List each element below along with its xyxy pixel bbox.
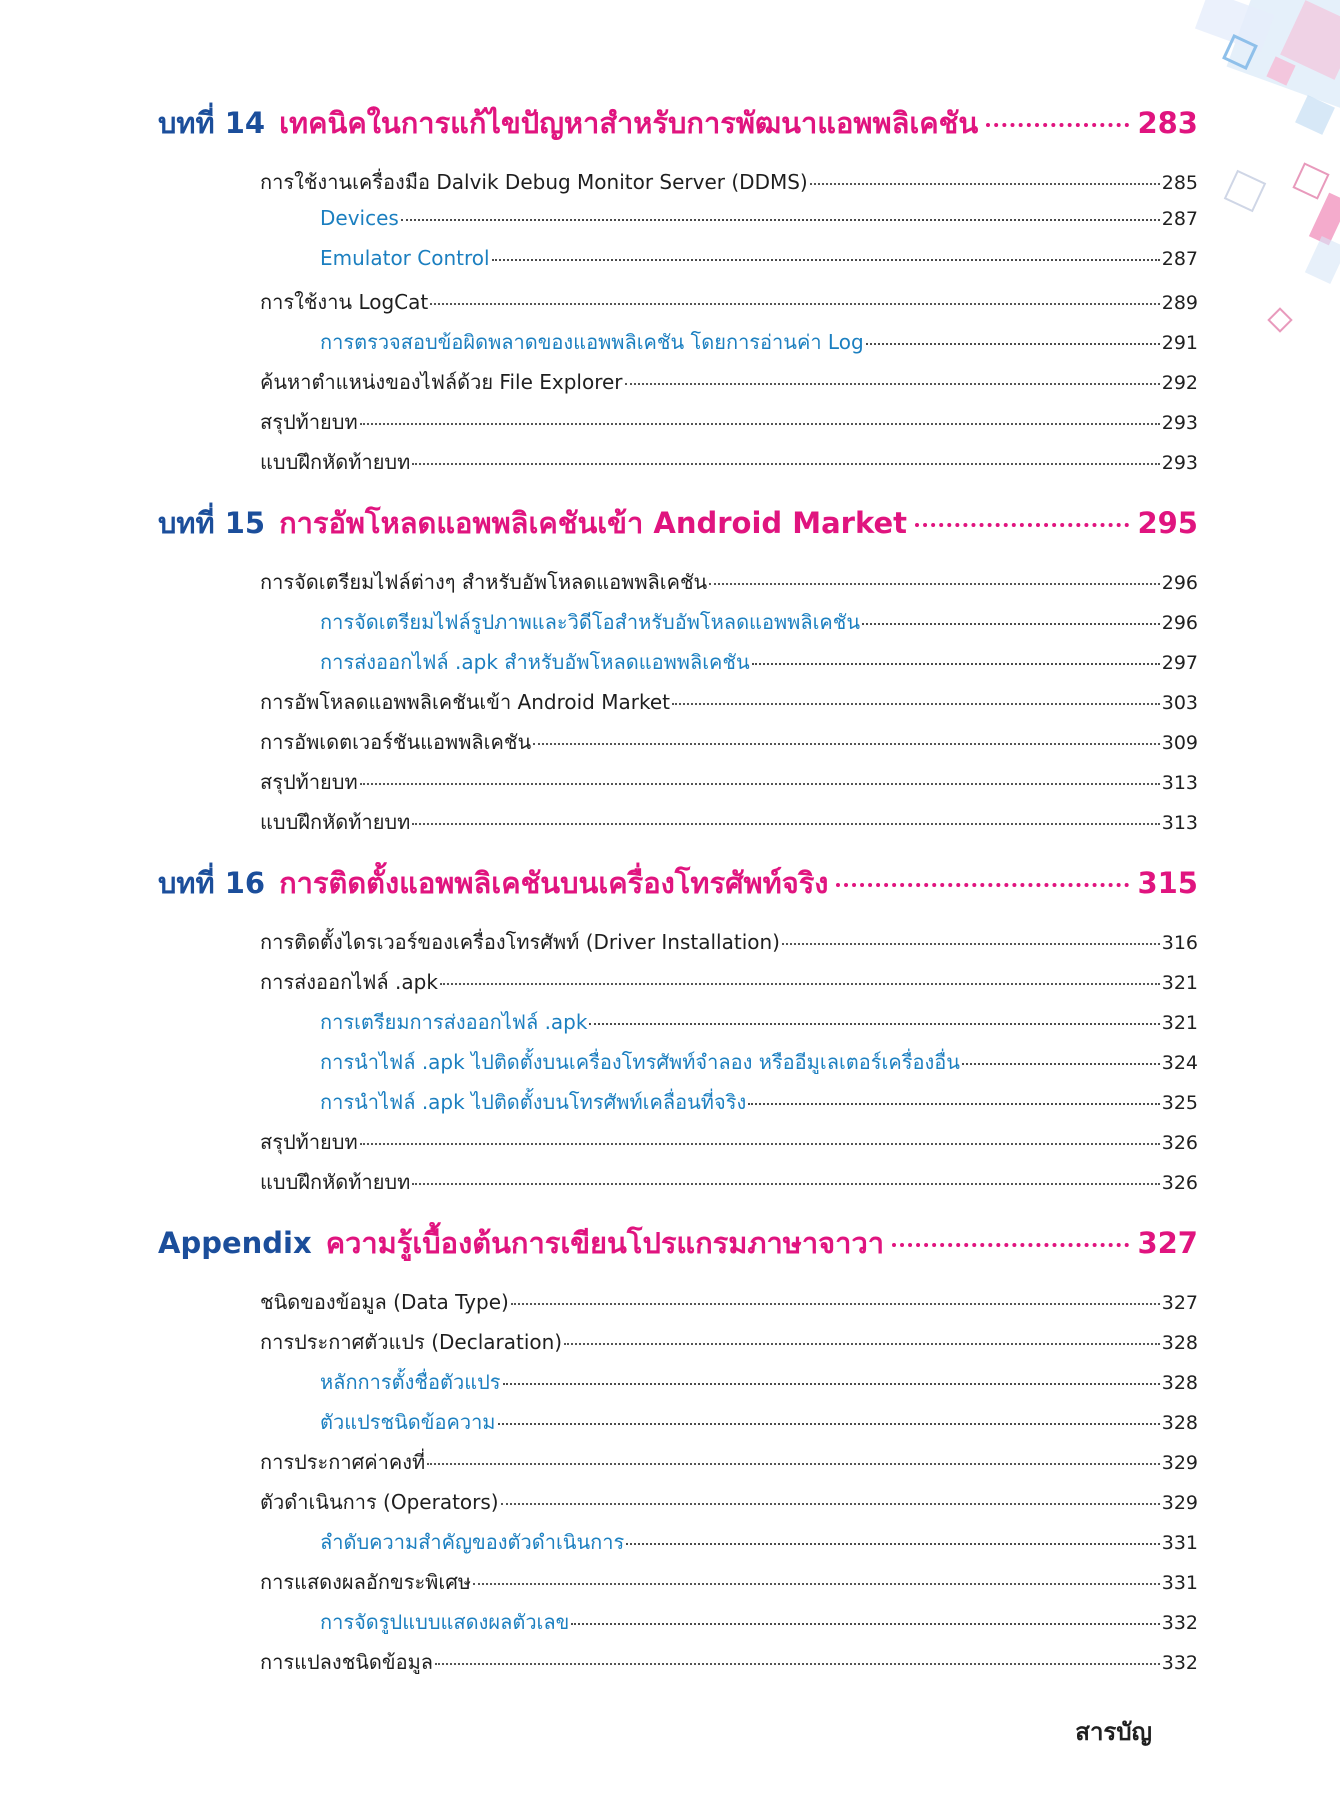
- dot-leader: [782, 943, 1160, 945]
- dot-leader: [427, 1463, 1160, 1465]
- toc-entry[interactable]: [260, 686, 1198, 726]
- chapter-page-number: 283: [1137, 106, 1198, 140]
- entry-page-number: 293: [1161, 452, 1198, 474]
- entry-page-number: 321: [1161, 1012, 1198, 1034]
- entry-title: สรุปท้ายบท: [260, 1130, 358, 1154]
- dot-leader: [962, 1063, 1160, 1065]
- table-of-contents: [158, 100, 1198, 1686]
- entry-page-number: 293: [1161, 412, 1198, 434]
- entry-page-number: 328: [1161, 1412, 1198, 1434]
- dot-leader: [401, 219, 1160, 221]
- entry-page-number: 303: [1161, 692, 1198, 714]
- dot-leader: [503, 1383, 1160, 1385]
- page-footer-label: สารบัญ: [1075, 1718, 1152, 1746]
- entry-page-number: 327: [1161, 1292, 1198, 1314]
- chapter-title: การติดตั้งแอพพลิเคชันบนเครื่องโทรศัพท์จริง: [279, 866, 829, 900]
- dot-leader: [412, 1183, 1159, 1185]
- toc-entry[interactable]: [260, 926, 1198, 966]
- toc-subentry[interactable]: [320, 1006, 1198, 1046]
- entry-page-number: 325: [1161, 1092, 1198, 1114]
- entry-title: การเตรียมการส่งออกไฟล์ .apk: [320, 1010, 588, 1034]
- entry-title: สรุปท้ายบท: [260, 410, 358, 434]
- entry-page-number: 326: [1161, 1132, 1198, 1154]
- toc-entry[interactable]: [260, 1566, 1198, 1606]
- dot-leader: [626, 1543, 1160, 1545]
- entry-page-number: 287: [1161, 208, 1198, 230]
- entry-title: การประกาศค่าคงที่: [260, 1450, 426, 1474]
- toc-subentry[interactable]: [320, 1366, 1198, 1406]
- dot-leader: [492, 259, 1160, 261]
- entry-page-number: 292: [1161, 372, 1198, 394]
- chapter-page-number: 315: [1137, 866, 1198, 900]
- toc-entry[interactable]: [260, 1286, 1198, 1326]
- dot-leader: [836, 883, 1129, 887]
- dot-leader: [435, 1663, 1160, 1665]
- dot-leader: [915, 523, 1129, 527]
- entry-title: การแปลงชนิดข้อมูล: [260, 1650, 434, 1674]
- entry-page-number: 287: [1161, 248, 1198, 270]
- toc-subentry[interactable]: [320, 1606, 1198, 1646]
- entry-title: แบบฝึกหัดท้ายบท: [260, 810, 411, 834]
- entry-title: การส่งออกไฟล์ .apk: [260, 970, 438, 994]
- toc-entry[interactable]: [260, 1326, 1198, 1366]
- toc-subentry[interactable]: [320, 1526, 1198, 1566]
- dot-leader: [892, 1243, 1129, 1247]
- dot-leader: [473, 1583, 1160, 1585]
- entry-page-number: 285: [1161, 172, 1198, 194]
- dot-leader: [571, 1623, 1159, 1625]
- dot-leader: [709, 583, 1160, 585]
- chapter-title: การอัพโหลดแอพพลิเคชันเข้า Android Market: [279, 506, 908, 540]
- entry-title: การแสดงผลอักขระพิเศษ: [260, 1570, 472, 1594]
- entry-page-number: 313: [1161, 812, 1198, 834]
- entry-page-number: 296: [1161, 572, 1198, 594]
- dot-leader: [672, 703, 1160, 705]
- chapter-title: ความรู้เบื้องต้นการเขียนโปรแกรมภาษาจาวา: [325, 1226, 885, 1260]
- toc-entry[interactable]: [260, 1646, 1198, 1686]
- dot-leader: [564, 1343, 1160, 1345]
- entry-title: การติดตั้งไดรเวอร์ของเครื่องโทรศัพท์ (Driver Installation): [260, 930, 780, 954]
- entry-title: การใช้งานเครื่องมือ Dalvik Debug Monitor Server (DDMS): [260, 170, 808, 194]
- entry-title: แบบฝึกหัดท้ายบท: [260, 1170, 411, 1194]
- toc-entry[interactable]: [260, 1126, 1198, 1166]
- entry-page-number: 331: [1161, 1532, 1198, 1554]
- entry-page-number: 289: [1161, 292, 1198, 314]
- entry-page-number: 328: [1161, 1372, 1198, 1394]
- entry-page-number: 332: [1161, 1612, 1198, 1634]
- chapter-page-number: 295: [1137, 506, 1198, 540]
- dot-leader: [862, 623, 1160, 625]
- toc-entry[interactable]: [260, 726, 1198, 766]
- toc-entry[interactable]: [260, 566, 1198, 606]
- entry-title: ตัวแปรชนิดข้อความ: [320, 1410, 496, 1434]
- entry-title: การจัดเตรียมไฟล์รูปภาพและวิดีโอสำหรับอัพโหลดแอพพลิเคชัน: [320, 610, 861, 634]
- dot-leader: [412, 463, 1159, 465]
- toc-entry[interactable]: [260, 1446, 1198, 1486]
- chapter-heading[interactable]: [158, 1220, 1198, 1278]
- entry-title: แบบฝึกหัดท้ายบท: [260, 450, 411, 474]
- toc-subentry[interactable]: [320, 206, 1198, 246]
- toc-entry[interactable]: [260, 1486, 1198, 1526]
- entry-title: การนำไฟล์ .apk ไปติดตั้งบนโทรศัพท์เคลื่อนที่จริง: [320, 1090, 747, 1114]
- toc-entry[interactable]: [260, 1166, 1198, 1206]
- dot-leader: [360, 1143, 1160, 1145]
- dot-leader: [589, 1023, 1159, 1025]
- entry-page-number: 291: [1161, 332, 1198, 354]
- toc-subentry[interactable]: [320, 1046, 1198, 1086]
- entry-title: การจัดเตรียมไฟล์ต่างๆ สำหรับอัพโหลดแอพพลิเคชัน: [260, 570, 708, 594]
- chapter-heading[interactable]: [158, 100, 1198, 158]
- entry-title: การใช้งาน LogCat: [260, 290, 429, 314]
- entry-title: การตรวจสอบข้อผิดพลาดของแอพพลิเคชัน โดยการอ่านค่า Log: [320, 330, 864, 354]
- entry-title: การอัพเดตเวอร์ชันแอพพลิเคชัน: [260, 730, 532, 754]
- entry-page-number: 313: [1161, 772, 1198, 794]
- entry-title: การอัพโหลดแอพพลิเคชันเข้า Android Market: [260, 690, 670, 714]
- chapter-heading[interactable]: [158, 500, 1198, 558]
- toc-entry[interactable]: [260, 446, 1198, 486]
- chapter-label: บทที่ 15: [158, 506, 266, 540]
- toc-entry[interactable]: [260, 406, 1198, 446]
- toc-entry[interactable]: [260, 806, 1198, 846]
- dot-leader: [360, 423, 1160, 425]
- dot-leader: [360, 783, 1160, 785]
- entry-title: การนำไฟล์ .apk ไปติดตั้งบนเครื่องโทรศัพท์จำลอง หรืออีมูเลเตอร์เครื่องอื่น: [320, 1050, 960, 1074]
- dot-leader: [412, 823, 1159, 825]
- entry-page-number: 297: [1161, 652, 1198, 674]
- entry-page-number: 321: [1161, 972, 1198, 994]
- chapter-title: เทคนิคในการแก้ไขปัญหาสำหรับการพัฒนาแอพพลิเคชัน: [279, 106, 979, 140]
- entry-page-number: 296: [1161, 612, 1198, 634]
- entry-page-number: 326: [1161, 1172, 1198, 1194]
- entry-title: ตัวดำเนินการ (Operators): [260, 1490, 499, 1514]
- chapter-page-number: 327: [1137, 1226, 1198, 1260]
- dot-leader: [511, 1303, 1160, 1305]
- toc-entry[interactable]: [260, 966, 1198, 1006]
- entry-title: การประกาศตัวแปร (Declaration): [260, 1330, 563, 1354]
- entry-page-number: 309: [1161, 732, 1198, 754]
- dot-leader: [625, 383, 1160, 385]
- entry-title: Emulator Control: [320, 246, 490, 270]
- dot-leader: [430, 303, 1160, 305]
- entry-title: สรุปท้ายบท: [260, 770, 358, 794]
- toc-subentry[interactable]: [320, 1086, 1198, 1126]
- dot-leader: [810, 183, 1160, 185]
- entry-title: การจัดรูปแบบแสดงผลตัวเลข: [320, 1610, 570, 1634]
- entry-page-number: 328: [1161, 1332, 1198, 1354]
- entry-title: หลักการตั้งชื่อตัวแปร: [320, 1370, 501, 1394]
- chapter-heading[interactable]: [158, 860, 1198, 918]
- entry-title: ลำดับความสำคัญของตัวดำเนินการ: [320, 1530, 625, 1554]
- toc-entry[interactable]: [260, 166, 1198, 206]
- toc-subentry[interactable]: [320, 606, 1198, 646]
- entry-page-number: 332: [1161, 1652, 1198, 1674]
- toc-entry[interactable]: [260, 366, 1198, 406]
- toc-subentry[interactable]: [320, 646, 1198, 686]
- entry-page-number: 331: [1161, 1572, 1198, 1594]
- entry-page-number: 324: [1161, 1052, 1198, 1074]
- toc-subentry[interactable]: [320, 246, 1198, 286]
- dot-leader: [501, 1503, 1160, 1505]
- entry-page-number: 329: [1161, 1452, 1198, 1474]
- chapter-label: บทที่ 14: [158, 106, 266, 140]
- entry-title: การส่งออกไฟล์ .apk สำหรับอัพโหลดแอพพลิเคชัน: [320, 650, 750, 674]
- dot-leader: [498, 1423, 1160, 1425]
- chapter-label: Appendix: [158, 1226, 312, 1260]
- toc-entry[interactable]: [260, 766, 1198, 806]
- entry-title: Devices: [320, 206, 399, 230]
- entry-page-number: 316: [1161, 932, 1198, 954]
- dot-leader: [440, 983, 1160, 985]
- dot-leader: [986, 123, 1129, 127]
- dot-leader: [533, 743, 1160, 745]
- dot-leader: [748, 1103, 1160, 1105]
- dot-leader: [752, 663, 1160, 665]
- toc-entry[interactable]: [260, 286, 1198, 326]
- dot-leader: [866, 343, 1160, 345]
- toc-subentry[interactable]: [320, 1406, 1198, 1446]
- entry-title: ค้นหาตำแหน่งของไฟล์ด้วย File Explorer: [260, 370, 623, 394]
- chapter-label: บทที่ 16: [158, 866, 266, 900]
- entry-page-number: 329: [1161, 1492, 1198, 1514]
- entry-title: ชนิดของข้อมูล (Data Type): [260, 1290, 509, 1314]
- toc-subentry[interactable]: [320, 326, 1198, 366]
